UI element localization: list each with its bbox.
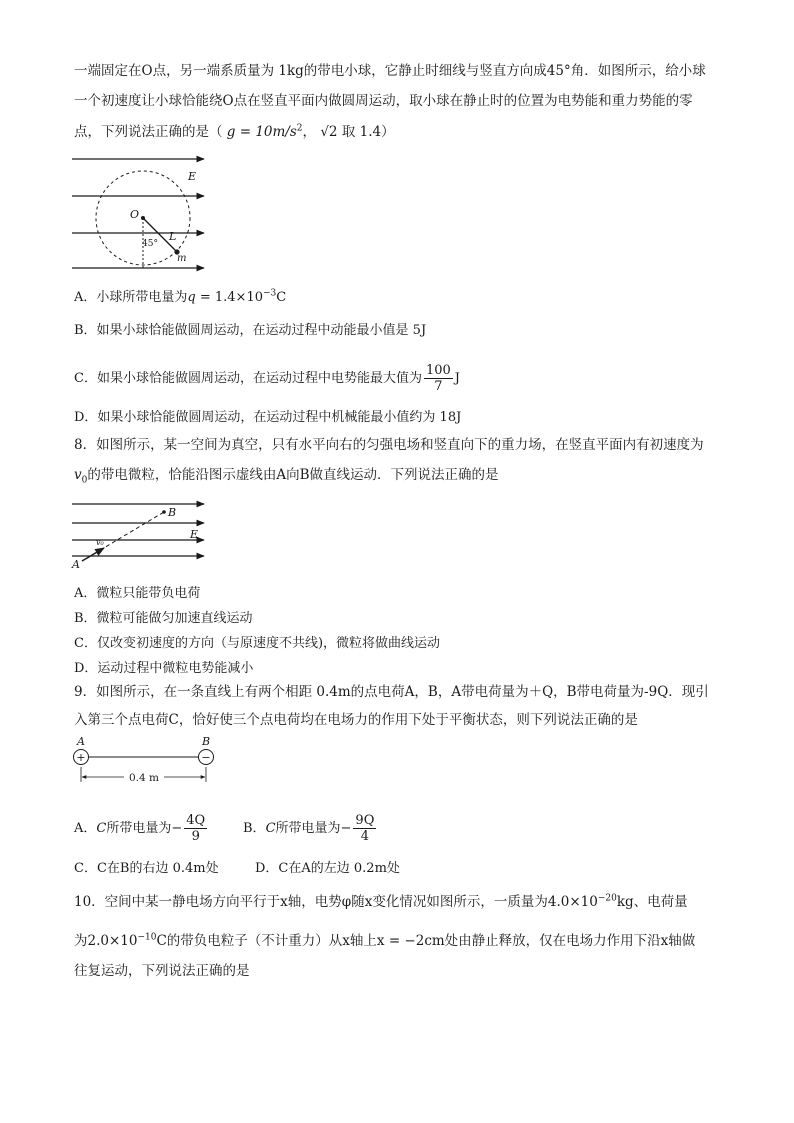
q7-option-d[interactable]: D．如果小球恰能做圆周运动，在运动过程中机械能最小值约为 18J: [74, 410, 462, 425]
q9-option-b[interactable]: B．C所带电量为− $\frac{9Q}{4}$: [243, 813, 375, 844]
velocity-arrow: [82, 548, 104, 561]
plus-sign: +: [76, 751, 86, 764]
label-v0: v₀: [96, 538, 104, 547]
q10-text-line-3: 往复运动，下列说法正确的是: [74, 963, 250, 979]
q7-option-b[interactable]: B．如果小球恰能做圆周运动，在运动过程中动能最小值是 5J: [74, 323, 427, 338]
label-B: B: [202, 735, 211, 748]
label-E: E: [190, 528, 199, 541]
label-m: m: [177, 253, 187, 264]
q9-point-charges-figure: [70, 734, 220, 786]
label-E: E: [188, 170, 197, 183]
q8-text-line-1: 8．如图所示，某一空间为真空，只有水平向右的匀强电场和竖直向下的重力场，在竖直平面内有初速度为: [74, 437, 704, 453]
minus-sign: −: [201, 751, 211, 764]
q10-text-line-2: 为$2.0\times 10^{-10}C$的带负电粒子（不计重力）从x轴上x = −2cm处由静止释放，仅在电场力作用下沿x轴做: [74, 932, 696, 949]
q9-text-line-1: 9．如图所示，在一条直线上有两个相距 0.4m的点电荷A，B，A带电荷量为＋Q，B带电荷量为-9Q．现引: [74, 684, 709, 700]
q8-option-a[interactable]: A．微粒只能带负电荷: [74, 586, 201, 601]
q8-text-line-2: $v_0$的带电微粒，恰能沿图示虚线由A向B做直线运动．下列说法正确的是: [74, 467, 499, 486]
q9-option-d[interactable]: D．C在A的左边 0.2m处: [255, 861, 400, 876]
q8-option-c[interactable]: C．仅改变初速度的方向（与原速度不共线)，微粒将做曲线运动: [74, 636, 441, 651]
label-O: O: [130, 208, 140, 221]
label-A: A: [77, 735, 85, 748]
q7-text-line-1: 一端固定在O点，另一端系质量为 1kg的带电小球，它静止时细线与竖直方向成45°角．如图所示，给小球: [74, 63, 706, 79]
q7-option-c[interactable]: C．如果小球恰能做圆周运动，在运动过程中电势能最大值为 $\frac{100}{7}$ J: [74, 363, 460, 394]
q8-option-b[interactable]: B．微粒可能做匀加速直线运动: [74, 611, 253, 626]
pivot-point: [141, 216, 145, 220]
point-B: [162, 510, 166, 514]
q9-option-c[interactable]: C．C在B的右边 0.4m处: [74, 861, 219, 876]
q8-option-d[interactable]: D．运动过程中微粒电势能减小: [74, 661, 254, 676]
q7-circular-motion-figure: [70, 150, 210, 275]
label-L: L: [169, 230, 177, 243]
label-A: A: [72, 558, 80, 571]
q7-text-line-3: 点，下列说法正确的是（ $g = 10m/s^2$， √2 取 1.4）: [74, 123, 395, 140]
q10-text-line-1: 10．空间中某一静电场方向平行于x轴，电势φ随x变化情况如图所示，一质量为$4.0\times 10^{-20}kg$、电荷量: [74, 893, 688, 910]
q9-option-a[interactable]: A．C所带电量为− $\frac{4Q}{9}$: [74, 813, 206, 844]
q9-text-line-2: 入第三个点电荷C，恰好使三个点电荷均在电场力的作用下处于平衡状态，则下列说法正确的是: [74, 712, 638, 728]
distance-label: 0.4 m: [129, 772, 159, 784]
label-45: 45°: [142, 239, 158, 249]
q7-text-line-2: 一个初速度让小球恰能绕O点在竖直平面内做圆周运动，取小球在静止时的位置为电势能和重力势能的零: [74, 93, 693, 109]
q7-option-a[interactable]: A．小球所带电量为$q = 1.4\times 10^{-3}C$: [74, 288, 287, 305]
q8-straight-line-figure: [70, 498, 210, 573]
label-B: B: [168, 506, 177, 519]
